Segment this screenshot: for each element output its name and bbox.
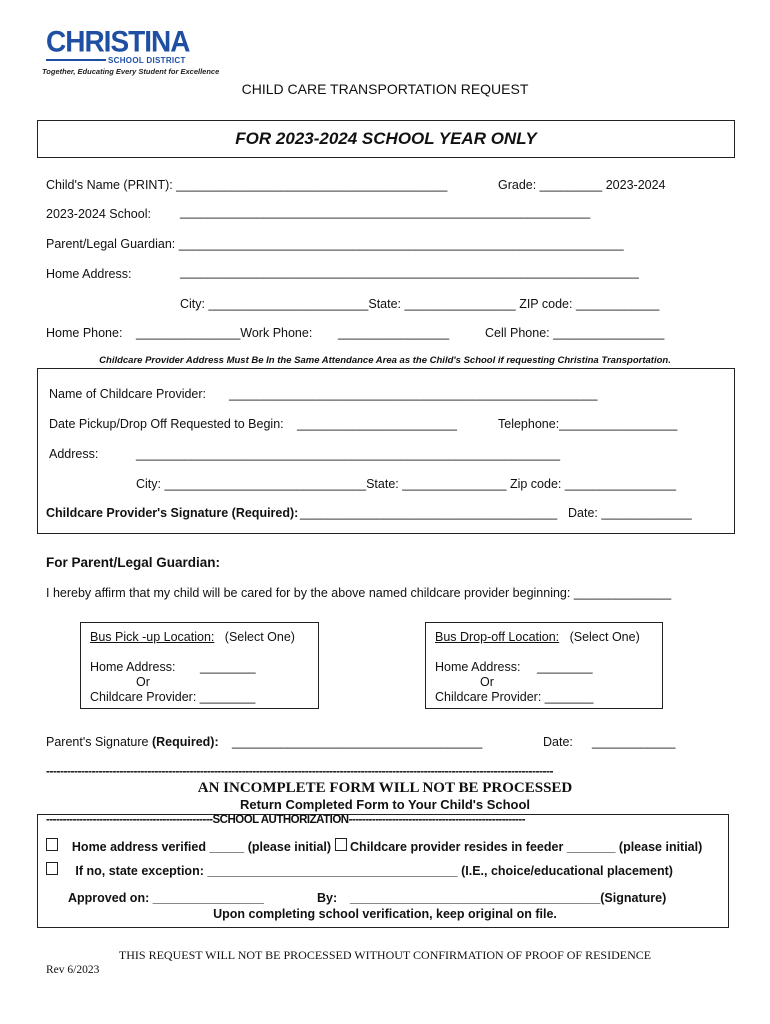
affirm-field[interactable]: I hereby affirm that my child will be cared for by the above named childcare provider beginning: ______________ [46,586,672,600]
parent-signature-field[interactable]: ____________________________________ [232,735,483,749]
return-instruction: Return Completed Form to Your Child's School [239,797,531,812]
feeder-label: Childcare provider resides in feeder _______ (please initial) [350,840,703,854]
work-phone-field[interactable]: ________________ [338,326,450,340]
school-label: 2023-2024 School: [46,207,151,221]
revision-label: Rev 6/2023 [46,964,100,976]
exception-checkbox[interactable] [46,862,58,875]
pickup-title-label: Bus Pick -up Location: [90,630,215,644]
provider-name-label: Name of Childcare Provider: [49,387,207,401]
approved-on-field[interactable]: Approved on: ________________ [68,891,264,905]
by-signature-field[interactable]: ____________________________________(Signature) [350,891,667,905]
provider-city-state-zip-field[interactable]: City: _____________________________State: _______________ Zip code: ________________ [136,477,677,491]
provider-address-label: Address: [49,447,99,461]
grade-field[interactable]: Grade: _________ 2023-2024 [498,178,666,192]
school-field[interactable]: ___________________________________________________________ [180,205,591,219]
home-verified-checkbox[interactable] [46,838,58,851]
pickup-or: Or [136,675,150,689]
provider-signature-label: Childcare Provider's Signature (Required): [46,506,299,520]
district-logo: CHRISTINA [46,25,190,58]
provider-note: Childcare Provider Address Must Be In the Same Attendance Area as the Child's School if requesting Christina Transportation. [99,355,671,366]
footer-notice: THIS REQUEST WILL NOT BE PROCESSED WITHOUT CONFIRMATION OF PROOF OF RESIDENCE [118,948,652,962]
provider-name-field[interactable]: _____________________________________________________ [229,387,598,401]
pickup-date-field[interactable]: _______________________ [297,417,457,431]
section-divider: ------------------------------------------------------------------------------------------------------------------------------------------------- [46,764,553,778]
feeder-checkbox[interactable] [335,838,347,851]
dropoff-home-field[interactable]: ________ [537,660,593,674]
parent-signature-text: Parent's Signature [46,735,149,749]
cell-phone-field[interactable]: Cell Phone: ________________ [485,326,665,340]
dropoff-or: Or [480,675,494,689]
dropoff-provider-field[interactable]: Childcare Provider: _______ [435,690,594,704]
provider-signature-field[interactable]: _____________________________________ [300,506,558,520]
pickup-title [90,630,295,644]
parent-signature-required: (Required): [151,735,219,749]
year-banner-text: FOR 2023-2024 SCHOOL YEAR ONLY [235,129,537,148]
auth-line-2 [46,862,673,878]
by-label: By: [317,891,338,905]
logo-rule [46,59,106,61]
provider-signature-date-field[interactable]: Date: _____________ [568,506,692,520]
year-banner [37,120,735,158]
pickup-provider-field[interactable]: Childcare Provider: ________ [90,690,256,704]
guardian-field[interactable]: Parent/Legal Guardian: ________________________________________________________________ [46,237,624,251]
child-name-field[interactable]: Child's Name (PRINT): _______________________________________ [46,178,448,192]
pickup-home-label: Home Address: [90,660,176,674]
pickup-home-field[interactable]: ________ [200,660,256,674]
home-phone-field[interactable]: _______________Work Phone: [136,326,313,340]
dropoff-home-label: Home Address: [435,660,521,674]
parent-date-label: Date: [543,735,573,749]
logo-subtitle: SCHOOL DISTRICT [108,56,186,65]
auth-line-1 [46,838,702,854]
parent-signature-label [46,735,219,749]
provider-address-field[interactable]: _____________________________________________________________ [136,447,561,461]
logo-tagline: Together, Educating Every Student for Excellence [42,67,220,76]
pickup-date-label: Date Pickup/Drop Off Requested to Begin: [49,417,284,431]
home-phone-label: Home Phone: [46,326,123,340]
dropoff-select-hint: (Select One) [569,630,640,644]
provider-telephone-field[interactable]: Telephone:_________________ [498,417,678,431]
parent-date-field[interactable]: ____________ [592,735,676,749]
home-verified-label: Home address verified _____ (please initial) [71,840,332,854]
pickup-select-hint: (Select One) [224,630,295,644]
school-authorization-bar: --------------------------------------------------SCHOOL AUTHORIZATION----------------------------------------------------- [46,814,526,826]
home-address-field[interactable]: __________________________________________________________________ [180,265,639,279]
home-address-label: Home Address: [46,267,132,281]
keep-original-note: Upon completing school verification, keep original on file. [213,907,557,921]
page-title: CHILD CARE TRANSPORTATION REQUEST [241,81,529,97]
dropoff-title [435,630,640,644]
incomplete-warning: AN INCOMPLETE FORM WILL NOT BE PROCESSED [197,780,573,796]
city-state-zip-field[interactable]: City: _______________________State: ________________ ZIP code: ____________ [180,297,660,311]
exception-field[interactable]: If no, state exception: ____________________________________ (I.E., choice/educational placement) [75,864,673,878]
dropoff-title-label: Bus Drop-off Location: [435,630,560,644]
parent-heading: For Parent/Legal Guardian: [46,555,221,570]
